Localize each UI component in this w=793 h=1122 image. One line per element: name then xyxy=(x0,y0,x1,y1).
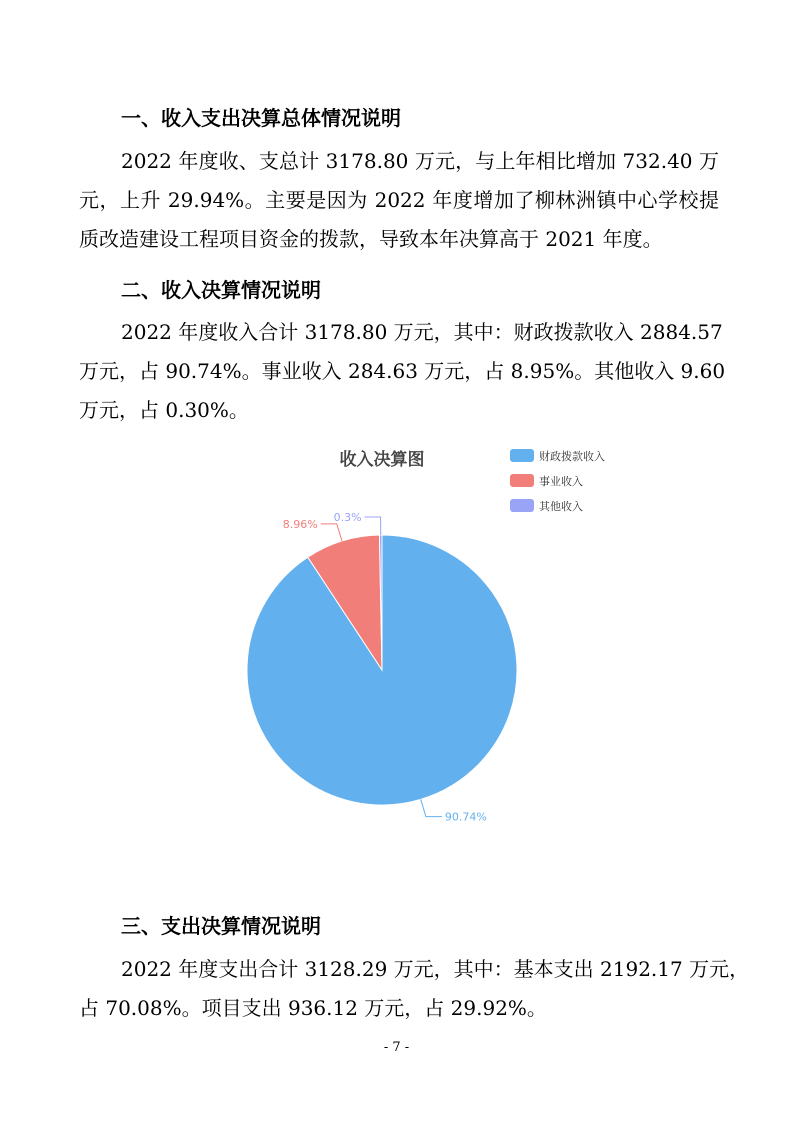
section1-line-3: 质改造建设工程项目资金的拨款，导致本年决算高于 2021 年度。 xyxy=(79,227,663,251)
page-number: - 7 - xyxy=(383,1040,410,1055)
section2-line-3: 万元，占 0.30%。 xyxy=(79,398,249,422)
section1-paragraph xyxy=(79,142,719,259)
section3-line-2: 占 70.08%。项目支出 936.12 万元，占 29.92%。 xyxy=(79,996,547,1020)
section1-heading: 一、收入支出决算总体情况说明 xyxy=(121,106,401,130)
pie-leader-line-2 xyxy=(321,524,342,541)
chart-legend xyxy=(510,449,605,513)
chart-title: 收入决算图 xyxy=(339,450,425,470)
section2-paragraph xyxy=(79,313,726,430)
section3-paragraph xyxy=(79,950,750,1028)
pie-label-1: 90.74% xyxy=(444,810,487,824)
pie-label-2: 8.96% xyxy=(282,517,318,531)
pie-leader-line-3 xyxy=(365,517,381,535)
legend-swatch-1[interactable] xyxy=(510,449,534,462)
legend-swatch-3[interactable] xyxy=(510,499,534,512)
section1-line-1: 2022 年度收、支总计 3178.80 万元，与上年相比增加 732.40 万 xyxy=(121,149,719,173)
section2-heading: 二、收入决算情况说明 xyxy=(121,278,321,302)
pie-label-3: 0.3% xyxy=(333,511,362,525)
legend-label-2[interactable]: 事业收入 xyxy=(539,475,583,488)
section1-line-2: 元，上升 29.94%。主要是因为 2022 年度增加了柳林洲镇中心学校提 xyxy=(79,188,719,212)
legend-swatch-2[interactable] xyxy=(510,474,534,487)
section3-heading: 三、支出决算情况说明 xyxy=(121,914,321,938)
section3-line-1: 2022 年度支出合计 3128.29 万元，其中：基本支出 2192.17 万元， xyxy=(121,957,750,981)
legend-label-3[interactable]: 其他收入 xyxy=(539,500,583,513)
section2-line-2: 万元，占 90.74%。事业收入 284.63 万元，占 8.95%。其他收入 9.60 xyxy=(79,359,726,383)
pie-slices xyxy=(247,535,517,805)
legend-label-1[interactable]: 财政拨款收入 xyxy=(539,450,605,463)
income-pie-chart xyxy=(180,438,620,838)
pie-leader-line-1 xyxy=(421,799,442,816)
section2-line-1: 2022 年度收入合计 3178.80 万元，其中：财政拨款收入 2884.57 xyxy=(121,320,723,344)
